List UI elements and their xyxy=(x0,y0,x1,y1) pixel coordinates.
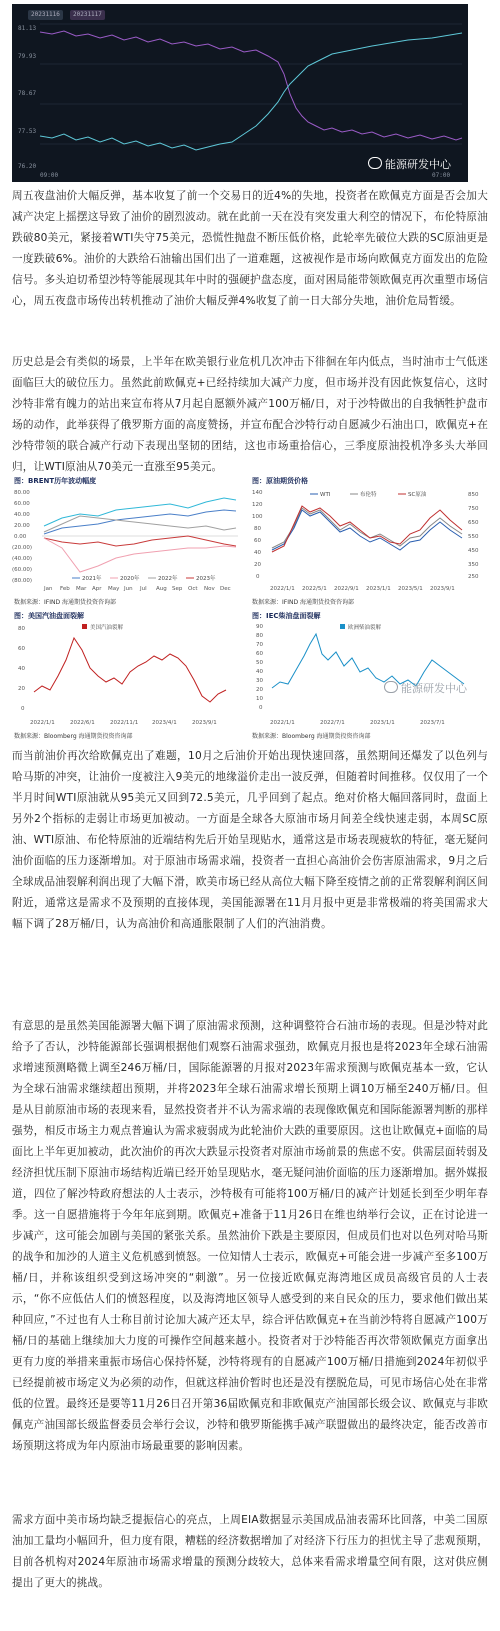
svg-text:2023/1/1: 2023/1/1 xyxy=(370,720,395,726)
svg-text:Feb: Feb xyxy=(60,586,70,592)
svg-text:750: 750 xyxy=(468,506,479,512)
svg-text:250: 250 xyxy=(468,574,479,580)
iec-diesel-crack-chart xyxy=(250,620,486,728)
svg-text:60: 60 xyxy=(256,651,263,657)
svg-text:2023/7/1: 2023/7/1 xyxy=(420,720,445,726)
diesel-xticks xyxy=(270,720,445,726)
svg-text:10: 10 xyxy=(256,696,263,702)
svg-text:美国汽油裂解: 美国汽油裂解 xyxy=(90,625,124,631)
wechat-icon xyxy=(384,681,398,693)
svg-text:850: 850 xyxy=(468,492,479,498)
svg-text:60.00: 60.00 xyxy=(14,501,30,507)
svg-text:2023/1/1: 2023/1/1 xyxy=(366,586,391,592)
panel-source: 数据来源：Bloomberg 海通期货投资咨询部 xyxy=(252,733,371,740)
svg-text:2022/9/1: 2022/9/1 xyxy=(334,586,359,592)
grid-watermark-label: 能源研发中心 xyxy=(401,682,467,695)
ytick: 77.53 xyxy=(18,128,37,135)
brent-yticks xyxy=(12,490,32,584)
svg-text:布伦特: 布伦特 xyxy=(360,492,377,498)
brent-xticks xyxy=(43,586,231,592)
svg-text:SC原油: SC原油 xyxy=(408,492,427,498)
svg-text:Nov: Nov xyxy=(204,586,215,592)
futures-yticks-right xyxy=(468,492,479,580)
svg-text:0: 0 xyxy=(259,705,263,711)
svg-text:350: 350 xyxy=(468,562,479,568)
legend-chip-1: 20231116 xyxy=(28,10,63,20)
xtick: 09:00 xyxy=(40,172,59,179)
paragraph-4: 有意思的是虽然美国能源署大幅下调了原油需求预测，这种调整符合石油市场的表现。但是沙特对此给予了否认，沙特能源部长强调根据他们观察石油需求强劲，欧佩克月报也是将2023年全球石油需求增速预测略微上调至246万桶/日，国际能源署的月报对2023年需求预测与欧佩克基本一致，它认为全球石油需求继续超出预期，并将2023年全球石油需求增长预期上调10万桶至240万桶/日。但是从目前原油市场的表现来看，显然投资者并不认为需求端的表现像欧佩克和国际能源署判断的那样强势，相反市场主力观点普遍认为需求疲弱成为此轮油价大跌的重要原因。这也让欧佩克+面临的局面比上半年更加被动，此次油价的再次大跌显示投资者对原油市场前景的焦虑不安。供需层面转弱及经济担忧压制下原油市场结构近端已经开始呈现贴水，毫无疑问油价面临的压力逐渐增加。据外媒报道，四位了解沙特政府想法的人士表示，沙特极有可能将100万桶/日的减产计划延长到至少明年春季。这一自愿措施将于今年年底到期。欧佩克+准备于11月26日在维也纳举行会议，正在讨论进一步减产，这可能会加剧与美国的紧张关系。虽然油价下跌是主要原因，但成员们也对以色列对哈马斯的战争和加沙的人道主义危机感到愤怒。一位知情人士表示，欧佩克+可能会进一步减产至多100万桶/日，并称该组织受到这场冲突的“刺激”。另一位接近欧佩克海湾地区成员高级官员的人士表示，“你不应低估人们的愤怒程度，以及海湾地区领导人感受到的来自民众的压力，要求他们做出某种回应，”不过也有人士称目前讨论加大减产还太早，综合评估欧佩克+在当前沙特将自愿减产100万桶/日的基础上继续加大力度的可操作空间越来越小。投资者对于沙特能否再次带领欧佩克方面拿出更有力度的举措来重振市场信心保持怀疑，沙特将现有的自愿减产100万桶/日措施到2024年初似乎已经提前被市场定义为必须的动作，但就这样油价暂时也还是没有摆脱危局，可见市场信心处在非常低的位置。最终还是要等11月26日召开第36届欧佩克和非欧佩克产油国部长级会议、欧佩克与非欧佩克产油国部长级监督委员会举行会议，沙特和俄罗斯能携手减产联盟做出的最终决定，能否改善市场预期这将成为年内原油市场最重要的影响因素。 xyxy=(12,1020,488,1452)
brent-line-b xyxy=(44,510,236,534)
panel-title-brent: 图：BRENT历年波动幅度 xyxy=(14,477,97,485)
paragraph-3: 而当前油价再次给欧佩克出了难题，10月之后油价开始出现快速回落，虽然期间还爆发了以色列与哈马斯的冲突，让油价一度被注入9美元的地缘溢价走出一波反弹，但随着时间推移。仅仅用了一个半月时间WTI原油就从95美元又回到72.5美元，几乎回到了起点。绝对价格大幅回落同时，盘面上另外2个指标的走弱让市场更加被动。一方面是全球各大原油市场月间差全线快速走弱，本周SC原油、WTI原油、布伦特原油的近端结构先后开始呈现贴水，通常这是市场表现疲软的特征，毫无疑问油价面临的压力逐渐增加。对于原油市场需求端，投资者一直担心高油价会伤害原油需求，9月之后全球成品油裂解利润出现了大幅下滑，欧美市场已经从高位大幅下降至疫情之前的正常裂解利润区间附近，通常这是需求不及预期的直接体现，美国能源署在11月月报中更是非常极端的将美国需求大幅下调了28万桶/日，认为高油价和高通胀限制了人们的汽油消费。 xyxy=(12,750,488,930)
panel-source: 数据来源：Bloomberg 海通期货投资咨询部 xyxy=(14,733,133,740)
crude-futures-chart xyxy=(250,486,486,594)
ytick: 79.93 xyxy=(18,53,37,60)
diesel-yticks xyxy=(256,624,263,711)
brent-line-c xyxy=(44,516,236,532)
gasoline-xticks xyxy=(30,720,217,726)
gasoline-legend xyxy=(82,623,124,631)
paragraph-5: 需求方面中美市场均缺乏提振信心的亮点，上周EIA数据显示美国成品油表需环比回落，中美二国原油加工量均小幅回升，但力度有限，糟糕的经济数据增加了对经济下行压力的担忧主导了悲观预期，目前各机构对2024年原油市场需求增量的预测分歧较大，总体来看需求增量空间有限，这对供应侧提出了更大的挑战。 xyxy=(12,1514,488,1589)
brent-volatility-chart xyxy=(12,486,244,594)
svg-text:Jun: Jun xyxy=(124,586,133,592)
svg-text:90: 90 xyxy=(256,624,263,630)
svg-text:2023/5/1: 2023/5/1 xyxy=(398,586,423,592)
intraday-price-chart xyxy=(12,4,468,182)
svg-text:Dec: Dec xyxy=(220,586,231,592)
svg-text:Aug: Aug xyxy=(156,586,167,592)
svg-text:40: 40 xyxy=(256,669,263,675)
svg-text:20: 20 xyxy=(18,686,25,692)
svg-text:Mar: Mar xyxy=(76,586,87,592)
svg-text:(20.00): (20.00) xyxy=(12,545,33,551)
svg-text:0: 0 xyxy=(256,574,260,580)
us-gasoline-crack-chart xyxy=(12,620,244,728)
panel-title-crude-futures: 图：原油期货价格 xyxy=(252,477,308,485)
svg-text:80: 80 xyxy=(256,633,263,639)
svg-text:0.00: 0.00 xyxy=(14,534,27,540)
futures-legend xyxy=(310,490,427,498)
svg-text:40: 40 xyxy=(18,666,25,672)
svg-text:2023年: 2023年 xyxy=(196,576,216,582)
svg-text:Apr: Apr xyxy=(92,586,102,592)
svg-text:650: 650 xyxy=(468,520,479,526)
svg-text:80.00: 80.00 xyxy=(14,490,30,496)
ytick: 76.20 xyxy=(18,163,37,170)
panel-title-iec-diesel: 图：IEC柴油盘面裂解 xyxy=(252,612,321,620)
paragraph-1: 周五夜盘油价大幅反弹，基本收复了前一个交易日的近4%的失地，投资者在欧佩克方面是否会加大减产决定上摇摆这导致了油价的剧烈波动。就在此前一天在没有突发重大利空的情况下，布伦特原油跌破80美元，紧接着WTI失守75美元，恐慌性抛盘不断压低价格，此轮率先破位大跌的SC原油更是一度跌破6%。油价的大跌给石油输出国们出了一道难题，这被视作是市场向欧佩克方面发出的危险信号。多头迫切希望沙特等能展现其年中时的强硬护盘态度，面对困局能带领欧佩克再次重塑市场信心，周五夜盘市场传出转机推动了油价大幅反弹4%收复了前一日大部分失地，油价危局暂缓。 xyxy=(12,190,488,307)
paragraph-2: 历史总是会有类似的场景，上半年在欧美银行业危机几次冲击下徘徊在年内低点，当时油市士气低迷面临巨大的破位压力。虽然此前欧佩克+已经持续加大减产力度，但市场并没有因此恢复信心，这时沙特非常有魄力的站出来宣布将从7月起自愿额外减产100万桶/日，对于沙特做出的自我牺牲护盘市场的动作，此举获得了俄罗斯方面的高度赞扬，并宣布配合沙特行动自愿减少石油出口，欧佩克+在沙特带领的联合减产行动下表现出坚韧的团结，这也市场重拾信心，三季度原油投机净多头大举回归，让WTI原油从70美元一直涨至95美元。 xyxy=(12,356,488,473)
svg-text:Jul: Jul xyxy=(140,586,147,592)
panel-source: 数据来源：IFIND 海通期货投资咨询部 xyxy=(252,599,355,606)
svg-text:2023/4/1: 2023/4/1 xyxy=(152,720,177,726)
brent-legend xyxy=(72,574,216,582)
svg-text:2022年: 2022年 xyxy=(158,576,178,582)
svg-text:80: 80 xyxy=(18,626,25,632)
diesel-legend xyxy=(340,623,382,631)
watermark-label: 能源研发中心 xyxy=(385,158,451,171)
ytick: 78.67 xyxy=(18,90,37,97)
svg-text:Sep: Sep xyxy=(172,586,183,592)
svg-text:2022/1/1: 2022/1/1 xyxy=(270,586,295,592)
svg-text:40.00: 40.00 xyxy=(14,512,30,518)
brent-line-d xyxy=(44,536,236,546)
svg-text:Oct: Oct xyxy=(188,586,198,592)
svg-text:100: 100 xyxy=(252,514,263,520)
svg-text:50: 50 xyxy=(256,660,263,666)
svg-text:2021年: 2021年 xyxy=(82,576,102,582)
futures-xticks xyxy=(270,586,455,592)
xtick: 07:00 xyxy=(432,172,451,179)
svg-text:0: 0 xyxy=(21,706,25,712)
intraday-series-2 xyxy=(40,31,462,140)
watermark-text xyxy=(368,156,451,172)
svg-text:20: 20 xyxy=(254,562,261,568)
svg-text:20.00: 20.00 xyxy=(14,523,30,529)
legend-chip-2: 20231117 xyxy=(70,10,105,20)
svg-text:60: 60 xyxy=(254,538,261,544)
svg-text:2022/1/1: 2022/1/1 xyxy=(270,720,295,726)
svg-text:120: 120 xyxy=(252,502,263,508)
svg-text:2022/6/1: 2022/6/1 xyxy=(70,720,95,726)
svg-text:60: 60 xyxy=(18,646,25,652)
svg-text:20: 20 xyxy=(256,687,263,693)
svg-text:140: 140 xyxy=(252,490,263,496)
gasoline-yticks xyxy=(18,626,25,712)
svg-text:70: 70 xyxy=(256,642,263,648)
svg-text:550: 550 xyxy=(468,534,479,540)
svg-text:欧洲柴油裂解: 欧洲柴油裂解 xyxy=(348,625,382,631)
svg-text:2022/5/1: 2022/5/1 xyxy=(302,586,327,592)
svg-text:2020年: 2020年 xyxy=(120,576,140,582)
svg-text:(80.00): (80.00) xyxy=(12,578,33,584)
gasoline-line xyxy=(34,638,226,702)
svg-text:2022/11/1: 2022/11/1 xyxy=(110,720,139,726)
panel-title-us-gasoline: 图：美国汽油盘面裂解 xyxy=(14,612,84,620)
svg-text:2023/9/1: 2023/9/1 xyxy=(192,720,217,726)
svg-text:May: May xyxy=(108,586,120,592)
ytick: 81.13 xyxy=(18,25,37,32)
svg-text:(40.00): (40.00) xyxy=(12,556,33,562)
svg-text:450: 450 xyxy=(468,548,479,554)
panel-source: 数据来源：IFIND 海通期货投资咨询部 xyxy=(14,599,117,606)
svg-text:2022/1/1: 2022/1/1 xyxy=(30,720,55,726)
svg-text:30: 30 xyxy=(256,678,263,684)
futures-line-wti xyxy=(272,510,462,550)
svg-text:2022/7/1: 2022/7/1 xyxy=(320,720,345,726)
svg-text:80: 80 xyxy=(254,526,261,532)
svg-text:Jan: Jan xyxy=(44,586,53,592)
svg-text:WTI: WTI xyxy=(320,492,331,498)
wechat-icon xyxy=(368,157,382,169)
grid-watermark-text xyxy=(384,680,467,696)
svg-text:2023/9/1: 2023/9/1 xyxy=(430,586,455,592)
svg-text:40: 40 xyxy=(254,550,261,556)
chart-grid xyxy=(12,474,488,742)
svg-text:(60.00): (60.00) xyxy=(12,567,33,573)
futures-yticks-left xyxy=(252,490,263,580)
